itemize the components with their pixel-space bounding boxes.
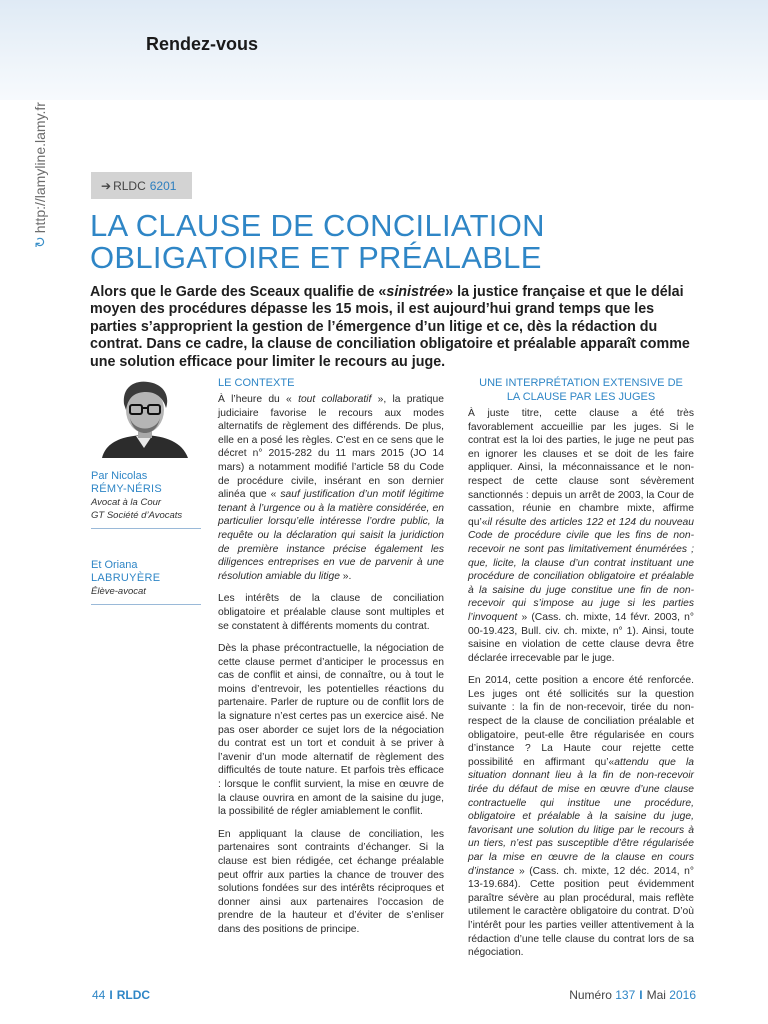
italic-run: sauf justification d’un motif légitime tenant à l’urgence ou à la matière considérée, en particulier lorsqu’elle intéresse l’ordre public, la requête ou la déclaration qui saisit la juridiction de première instance précise également les diligences entreprises en vue de parvenir à une résolution amiable du litige bbox=[218, 489, 444, 582]
header-band bbox=[0, 0, 768, 100]
author-divider bbox=[91, 528, 201, 529]
issue-month: Mai bbox=[646, 988, 666, 1002]
article-title bbox=[90, 210, 710, 274]
italic-run: attendu que la situation donnant lieu à la fin de non-recevoir tirée du défaut de mise en œuvre d’une clause contractuelle qui institue une procédure, obligatoire et préalable à la saisine du juge, favorisant une solution du litige par le recours à un tiers, n’est pas susceptible d’être régularisée par la mise en œuvre de la clause en cours d’instance bbox=[468, 756, 694, 877]
publication-name: RLDC bbox=[116, 988, 151, 1002]
author-1-by: Par Nicolas bbox=[91, 470, 148, 482]
issue-label: Numéro bbox=[569, 988, 612, 1002]
text-run: » (Cass. ch. mixte, 14 févr. 2003, n° 00-19.423, Bull. civ. ch. mixte, n° 1). Ainsi, toute saisine en violation de cette clause devra être déclarée irrecevable par le juge. bbox=[468, 611, 694, 664]
lead-text-2: » la justice française et que le délai moyen des procédures dépasse les 15 mois, il est aujourd’hui grand temps que les parties s’approprient la gestion de l’émergence d’un litige et ce, dès la rédaction du contrat. Dans ce cadre, la clause de conciliation obligatoire et préalable apparaît comme une solution efficace pour limiter le recours au juge. bbox=[90, 284, 690, 370]
author-1-role-2: GT Société d’Avocats bbox=[91, 510, 183, 521]
title-line-2: OBLIGATOIRE ET PRÉALABLE bbox=[90, 240, 542, 275]
author-1-role-1: Avocat à la Cour bbox=[91, 497, 162, 508]
title-line-1: LA CLAUSE DE CONCILIATION bbox=[90, 208, 545, 243]
footer-separator: I bbox=[639, 988, 643, 1002]
italic-run: il résulte des articles 122 et 124 du nouveau Code de procédure civile que les fins de non-recevoir ne sont pas limitativement énumérées ; que, licite, la clause d’un contrat instituant une procédure de conciliation obligatoire et préalable à la saisine du juge constitue une fin de non-recevoir qui s’impose au juge si les parties l’invoquent bbox=[468, 516, 694, 623]
paragraph bbox=[468, 674, 694, 959]
issue-year: 2016 bbox=[669, 988, 696, 1002]
author-2 bbox=[91, 559, 201, 598]
paragraph: Les intérêts de la clause de conciliation obligatoire et préalable clause sont multiples et se constatent à différents moments du contrat. bbox=[218, 593, 444, 632]
italic-run: tout collaboratif bbox=[298, 394, 372, 405]
lead-text-1: Alors que le Garde des Sceaux qualifie de « bbox=[90, 284, 387, 300]
author-2-name: LABRUYÈRE bbox=[91, 572, 161, 584]
column-1 bbox=[218, 376, 444, 946]
reference-prefix: RLDC bbox=[113, 178, 146, 193]
text-run: À l’heure du « bbox=[218, 394, 292, 405]
lead-italic: sinistrée bbox=[386, 284, 446, 300]
author-1-name: RÉMY-NÉRIS bbox=[91, 483, 163, 495]
paragraph: Dès la phase précontractuelle, la négociation de cette clause permet d’anticiper le processus en cas de conflit et ainsi, de connaître, ou à tout le moins d’entrevoir, les potentielles réactions du partenaire. Parler de rupture ou de conflit lors de la signature n’est certes pas un exercice aisé. Ne pas oser aborder ce sujet lors de la négociation du contrat est un tort et conduit à se priver à l’avenir d’un mode alternatif de règlement des difficultés de toute nature. Et parfois très efficace : lorsque le conflit survient, la mise en œuvre de la clause ouvrira en amont de la saisine du juge, la possibilité de régler amiablement le conflit. bbox=[218, 643, 444, 818]
text-run: » (Cass. ch. mixte, 12 déc. 2014, n° 13-19.684). Cette position peut évidemment paraître sévère au plan procédural, mais reflète utilement le caractère obligatoire du contrat. D’où l’intérêt pour les parties veiller attentivement à la rédaction d’une telle clause du contrat lors de sa négociation. bbox=[468, 865, 694, 959]
paragraph bbox=[218, 393, 444, 583]
paragraph bbox=[468, 407, 694, 665]
footer-right bbox=[569, 988, 696, 1002]
author-1 bbox=[91, 470, 201, 522]
reference-tag bbox=[91, 172, 192, 199]
section-heading-interpretation: UNE INTERPRÉTATION EXTENSIVE DE LA CLAUSE PAR LES JUGES bbox=[479, 377, 683, 403]
text-run: ». bbox=[342, 570, 352, 582]
footer-separator: I bbox=[109, 988, 113, 1002]
side-url-text: http://lamyline.lamy.fr bbox=[32, 102, 48, 234]
issue-number: 137 bbox=[615, 988, 636, 1002]
reference-number: 6201 bbox=[149, 178, 177, 193]
page-number: 44 bbox=[92, 988, 106, 1002]
text-run: À juste titre, cette clause a été très favorablement accueillie par les juges. Si le contrat est la loi des parties, le juge ne peut pas en ignorer les clauses et se doit de les faire appliquer. Ainsi, la méconnaissance et le non-respect de cette clause sont sévèrement sanctionnés : depuis un arrêt de 2003, la Cour de cassation, réunie en chambre mixte, affirme qu’« bbox=[468, 408, 694, 528]
section-heading-contexte: LE CONTEXTE bbox=[218, 377, 295, 389]
paragraph: En appliquant la clause de conciliation, les partenaires sont contraints d’échanger. Si la clause est bien rédigée, cet échange préalable peut offrir aux parties la chance de trouver des solutions fondées sur des intérêts réciproques et donner ainsi aux partenaires l’occasion de prendre de la hauteur et d’éviter de s’enliser dans des positions de principe. bbox=[218, 828, 444, 935]
section-label: Rendez-vous bbox=[146, 34, 259, 54]
author-2-role-1: Élève-avocat bbox=[91, 586, 146, 597]
footer-left bbox=[92, 988, 150, 1002]
author-2-by: Et Oriana bbox=[91, 559, 138, 571]
text-run: », la pratique judiciaire favorise le recours aux modes alternatifs de règlement des différends. De plus, elle en a posé les règles. C’est en ce sens que le décret n° 2015-282 du 11 mars 2015 (JO 14 mars) a notamment modifié l’article 58 du Code de procédure civile, insérant en son dernier alinéa que « bbox=[218, 394, 444, 501]
link-icon: ↻ bbox=[31, 236, 48, 248]
author-portrait bbox=[92, 378, 196, 458]
author-divider-2 bbox=[91, 604, 201, 605]
text-run: En 2014, cette position a encore été renforcée. Les juges ont été sollicités sur la question suivante : la fin de non-recevoir, tirée du non-respect de la clause de conciliation préalable et obligatoire, peut-elle être régularisée en cours d’instance ? La Haute cour rejette cette possibilité en affirmant qu’« bbox=[468, 675, 694, 768]
arrow-icon: ➔ bbox=[101, 178, 112, 193]
side-url[interactable] bbox=[30, 100, 50, 250]
article-lead bbox=[90, 284, 690, 371]
column-2 bbox=[468, 376, 694, 969]
